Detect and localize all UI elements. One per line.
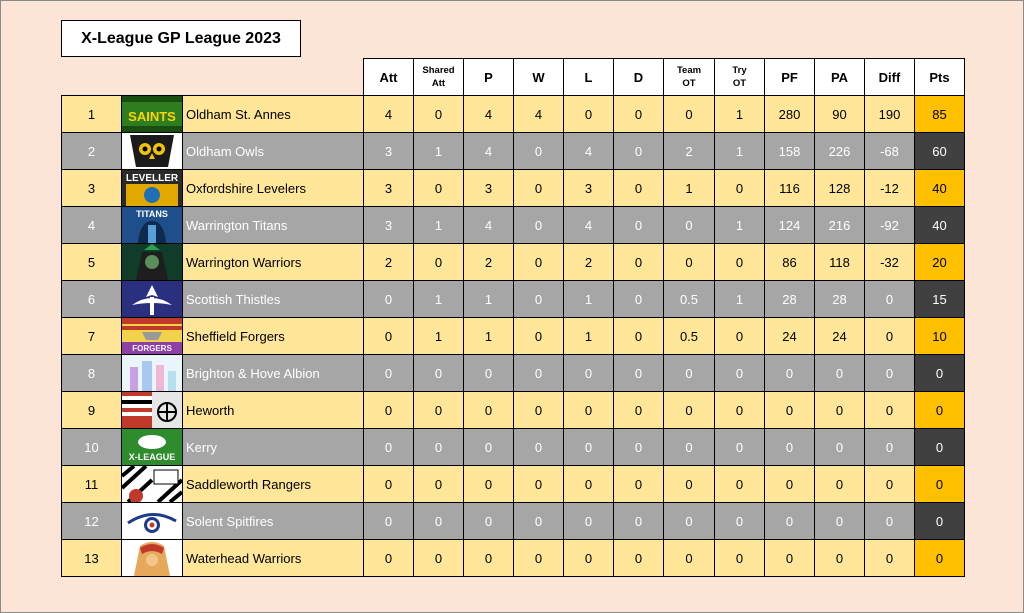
- team-ot-cell: 0: [664, 466, 715, 503]
- w-cell: 0: [514, 540, 564, 577]
- logo-text: LEVELLER: [125, 173, 179, 184]
- spitfire-logo: [122, 503, 182, 539]
- pts-cell: 20: [915, 244, 965, 281]
- position-cell: 5: [62, 244, 122, 281]
- logo-cell: [122, 281, 183, 318]
- l-cell: 0: [564, 355, 614, 392]
- try-ot-cell: 0: [715, 503, 765, 540]
- team-ot-cell: 2: [664, 133, 715, 170]
- p-cell: 4: [464, 96, 514, 133]
- d-cell: 0: [614, 133, 664, 170]
- pf-cell: 158: [765, 133, 815, 170]
- att-cell: 0: [364, 540, 414, 577]
- try-ot-cell: 0: [715, 244, 765, 281]
- logo-cell: [122, 540, 183, 577]
- logo-cell: [122, 503, 183, 540]
- att-cell: 0: [364, 392, 414, 429]
- logo-cell: [122, 170, 183, 207]
- att-cell: 0: [364, 503, 414, 540]
- table-row: [62, 466, 965, 503]
- pa-cell: 28: [815, 281, 865, 318]
- p-cell: 2: [464, 244, 514, 281]
- pts-cell: 10: [915, 318, 965, 355]
- team-ot-cell: 0: [664, 355, 715, 392]
- team-name: Brighton & Hove Albion: [183, 355, 364, 392]
- att-cell: 3: [364, 170, 414, 207]
- l-cell: 0: [564, 392, 614, 429]
- att-cell: 0: [364, 429, 414, 466]
- shared-att-cell: 0: [414, 96, 464, 133]
- w-cell: 4: [514, 96, 564, 133]
- saints-logo: [122, 96, 182, 132]
- att-cell: 2: [364, 244, 414, 281]
- position-cell: 9: [62, 392, 122, 429]
- logo-text: FORGERS: [132, 344, 172, 353]
- l-cell: 0: [564, 540, 614, 577]
- pa-cell: 90: [815, 96, 865, 133]
- d-cell: 0: [614, 429, 664, 466]
- team-ot-cell: 0.5: [664, 318, 715, 355]
- diff-cell: -32: [865, 244, 915, 281]
- standings-table: [61, 58, 965, 577]
- table-row: [62, 318, 965, 355]
- p-cell: 0: [464, 466, 514, 503]
- pa-cell: 24: [815, 318, 865, 355]
- team-name: Oxfordshire Levelers: [183, 170, 364, 207]
- table-row: [62, 170, 965, 207]
- l-cell: 1: [564, 318, 614, 355]
- diff-cell: 0: [865, 318, 915, 355]
- table-row: [62, 133, 965, 170]
- shared-att-cell: 1: [414, 133, 464, 170]
- logo-cell: [122, 96, 183, 133]
- team-name: Sheffield Forgers: [183, 318, 364, 355]
- position-cell: 4: [62, 207, 122, 244]
- l-cell: 0: [564, 503, 614, 540]
- w-cell: 0: [514, 318, 564, 355]
- pf-cell: 28: [765, 281, 815, 318]
- header-diff: Diff: [865, 59, 915, 96]
- pa-cell: 0: [815, 392, 865, 429]
- w-cell: 0: [514, 244, 564, 281]
- shared-att-cell: 0: [414, 540, 464, 577]
- logo-cell: [122, 244, 183, 281]
- d-cell: 0: [614, 170, 664, 207]
- try-ot-cell: 0: [715, 355, 765, 392]
- l-cell: 3: [564, 170, 614, 207]
- titans-logo: [122, 207, 182, 243]
- team-ot-cell: 1: [664, 170, 715, 207]
- d-cell: 0: [614, 207, 664, 244]
- att-cell: 3: [364, 133, 414, 170]
- try-ot-cell: 1: [715, 96, 765, 133]
- header-d: D: [614, 59, 664, 96]
- shared-att-cell: 0: [414, 429, 464, 466]
- logo-cell: [122, 133, 183, 170]
- pf-cell: 86: [765, 244, 815, 281]
- table-row: [62, 503, 965, 540]
- logo-text: SAINTS: [128, 109, 176, 124]
- shared-att-cell: 0: [414, 355, 464, 392]
- header-l: L: [564, 59, 614, 96]
- team-name: Solent Spitfires: [183, 503, 364, 540]
- table-row: [62, 392, 965, 429]
- pa-cell: 0: [815, 540, 865, 577]
- header-p: P: [464, 59, 514, 96]
- league-title: X-League GP League 2023: [61, 20, 301, 57]
- shared-att-cell: 1: [414, 318, 464, 355]
- position-cell: 2: [62, 133, 122, 170]
- try-ot-cell: 0: [715, 540, 765, 577]
- pf-cell: 0: [765, 540, 815, 577]
- w-cell: 0: [514, 170, 564, 207]
- p-cell: 4: [464, 133, 514, 170]
- shared-att-cell: 0: [414, 392, 464, 429]
- table-row: [62, 244, 965, 281]
- pf-cell: 0: [765, 429, 815, 466]
- position-cell: 3: [62, 170, 122, 207]
- table-row: [62, 429, 965, 466]
- l-cell: 1: [564, 281, 614, 318]
- levellers-logo: [122, 170, 182, 206]
- d-cell: 0: [614, 392, 664, 429]
- try-ot-cell: 0: [715, 392, 765, 429]
- logo-cell: [122, 318, 183, 355]
- diff-cell: 0: [865, 429, 915, 466]
- att-cell: 0: [364, 318, 414, 355]
- d-cell: 0: [614, 466, 664, 503]
- diff-cell: -92: [865, 207, 915, 244]
- header-pa: PA: [815, 59, 865, 96]
- kerry-logo: [122, 429, 182, 465]
- l-cell: 4: [564, 207, 614, 244]
- pa-cell: 0: [815, 466, 865, 503]
- w-cell: 0: [514, 503, 564, 540]
- logo-cell: [122, 207, 183, 244]
- att-cell: 0: [364, 466, 414, 503]
- w-cell: 0: [514, 207, 564, 244]
- pts-cell: 0: [915, 466, 965, 503]
- team-name: Heworth: [183, 392, 364, 429]
- w-cell: 0: [514, 133, 564, 170]
- pts-cell: 40: [915, 170, 965, 207]
- pts-cell: 0: [915, 540, 965, 577]
- diff-cell: 190: [865, 96, 915, 133]
- p-cell: 4: [464, 207, 514, 244]
- team-ot-cell: 0: [664, 96, 715, 133]
- d-cell: 0: [614, 244, 664, 281]
- logo-cell: [122, 392, 183, 429]
- table-row: [62, 281, 965, 318]
- shared-att-cell: 0: [414, 244, 464, 281]
- team-name: Waterhead Warriors: [183, 540, 364, 577]
- header-row: [62, 59, 965, 96]
- pa-cell: 226: [815, 133, 865, 170]
- team-ot-cell: 0: [664, 392, 715, 429]
- position-cell: 7: [62, 318, 122, 355]
- team-ot-cell: 0: [664, 207, 715, 244]
- team-ot-cell: 0: [664, 429, 715, 466]
- pf-cell: 0: [765, 466, 815, 503]
- logo-text: TITANS: [136, 209, 168, 219]
- shared-att-cell: 0: [414, 170, 464, 207]
- try-ot-cell: 0: [715, 429, 765, 466]
- try-ot-cell: 0: [715, 318, 765, 355]
- owl-logo: [122, 133, 182, 169]
- thistle-logo: [122, 281, 182, 317]
- team-name: Oldham St. Annes: [183, 96, 364, 133]
- shared-att-cell: 1: [414, 207, 464, 244]
- pf-cell: 280: [765, 96, 815, 133]
- shared-att-cell: 0: [414, 466, 464, 503]
- diff-cell: -68: [865, 133, 915, 170]
- d-cell: 0: [614, 540, 664, 577]
- pts-cell: 15: [915, 281, 965, 318]
- pf-cell: 0: [765, 355, 815, 392]
- d-cell: 0: [614, 318, 664, 355]
- diff-cell: -12: [865, 170, 915, 207]
- att-cell: 0: [364, 355, 414, 392]
- l-cell: 0: [564, 96, 614, 133]
- pts-cell: 85: [915, 96, 965, 133]
- header-att: Att: [364, 59, 414, 96]
- position-cell: 1: [62, 96, 122, 133]
- header-try-ot: Try OT: [715, 59, 765, 96]
- pa-cell: 216: [815, 207, 865, 244]
- w-cell: 0: [514, 429, 564, 466]
- table-row: [62, 355, 965, 392]
- d-cell: 0: [614, 355, 664, 392]
- pts-cell: 0: [915, 355, 965, 392]
- d-cell: 0: [614, 281, 664, 318]
- position-cell: 13: [62, 540, 122, 577]
- d-cell: 0: [614, 96, 664, 133]
- pf-cell: 24: [765, 318, 815, 355]
- table-row: [62, 96, 965, 133]
- pts-cell: 0: [915, 503, 965, 540]
- diff-cell: 0: [865, 281, 915, 318]
- p-cell: 0: [464, 392, 514, 429]
- try-ot-cell: 0: [715, 170, 765, 207]
- shared-att-cell: 1: [414, 281, 464, 318]
- pa-cell: 0: [815, 355, 865, 392]
- pts-cell: 0: [915, 429, 965, 466]
- logo-text: X-LEAGUE: [128, 452, 176, 462]
- pf-cell: 124: [765, 207, 815, 244]
- diff-cell: 0: [865, 355, 915, 392]
- pf-cell: 0: [765, 503, 815, 540]
- position-cell: 10: [62, 429, 122, 466]
- header-shared-att: Shared Att: [414, 59, 464, 96]
- pa-cell: 0: [815, 429, 865, 466]
- try-ot-cell: 1: [715, 133, 765, 170]
- l-cell: 4: [564, 133, 614, 170]
- forgers-logo: [122, 318, 182, 354]
- logo-cell: [122, 466, 183, 503]
- w-cell: 0: [514, 466, 564, 503]
- table-row: [62, 207, 965, 244]
- diff-cell: 0: [865, 503, 915, 540]
- p-cell: 0: [464, 355, 514, 392]
- pf-cell: 0: [765, 392, 815, 429]
- l-cell: 2: [564, 244, 614, 281]
- pts-cell: 0: [915, 392, 965, 429]
- p-cell: 3: [464, 170, 514, 207]
- pa-cell: 0: [815, 503, 865, 540]
- team-ot-cell: 0: [664, 503, 715, 540]
- team-ot-cell: 0: [664, 540, 715, 577]
- warriors-logo: [122, 244, 182, 280]
- position-cell: 12: [62, 503, 122, 540]
- team-name: Warrington Warriors: [183, 244, 364, 281]
- p-cell: 0: [464, 503, 514, 540]
- waterhead-logo: [122, 540, 182, 576]
- saddleworth-logo: [122, 466, 182, 502]
- header-team-ot: Team OT: [664, 59, 715, 96]
- att-cell: 4: [364, 96, 414, 133]
- header-pf: PF: [765, 59, 815, 96]
- position-cell: 11: [62, 466, 122, 503]
- header-w: W: [514, 59, 564, 96]
- team-name: Saddleworth Rangers: [183, 466, 364, 503]
- w-cell: 0: [514, 281, 564, 318]
- pts-cell: 60: [915, 133, 965, 170]
- team-ot-cell: 0: [664, 244, 715, 281]
- att-cell: 0: [364, 281, 414, 318]
- team-name: Oldham Owls: [183, 133, 364, 170]
- position-cell: 6: [62, 281, 122, 318]
- pts-cell: 40: [915, 207, 965, 244]
- team-name: Kerry: [183, 429, 364, 466]
- logo-cell: [122, 429, 183, 466]
- p-cell: 1: [464, 281, 514, 318]
- att-cell: 3: [364, 207, 414, 244]
- team-ot-cell: 0.5: [664, 281, 715, 318]
- brighton-logo: [122, 355, 182, 391]
- pf-cell: 116: [765, 170, 815, 207]
- l-cell: 0: [564, 466, 614, 503]
- p-cell: 0: [464, 540, 514, 577]
- table-row: [62, 540, 965, 577]
- pa-cell: 118: [815, 244, 865, 281]
- logo-cell: [122, 355, 183, 392]
- try-ot-cell: 1: [715, 281, 765, 318]
- pa-cell: 128: [815, 170, 865, 207]
- shared-att-cell: 0: [414, 503, 464, 540]
- team-name: Warrington Titans: [183, 207, 364, 244]
- w-cell: 0: [514, 392, 564, 429]
- diff-cell: 0: [865, 392, 915, 429]
- diff-cell: 0: [865, 540, 915, 577]
- position-cell: 8: [62, 355, 122, 392]
- try-ot-cell: 1: [715, 207, 765, 244]
- header-pts: Pts: [915, 59, 965, 96]
- p-cell: 1: [464, 318, 514, 355]
- l-cell: 0: [564, 429, 614, 466]
- team-name: Scottish Thistles: [183, 281, 364, 318]
- diff-cell: 0: [865, 466, 915, 503]
- d-cell: 0: [614, 503, 664, 540]
- w-cell: 0: [514, 355, 564, 392]
- heworth-logo: [122, 392, 182, 428]
- p-cell: 0: [464, 429, 514, 466]
- try-ot-cell: 0: [715, 466, 765, 503]
